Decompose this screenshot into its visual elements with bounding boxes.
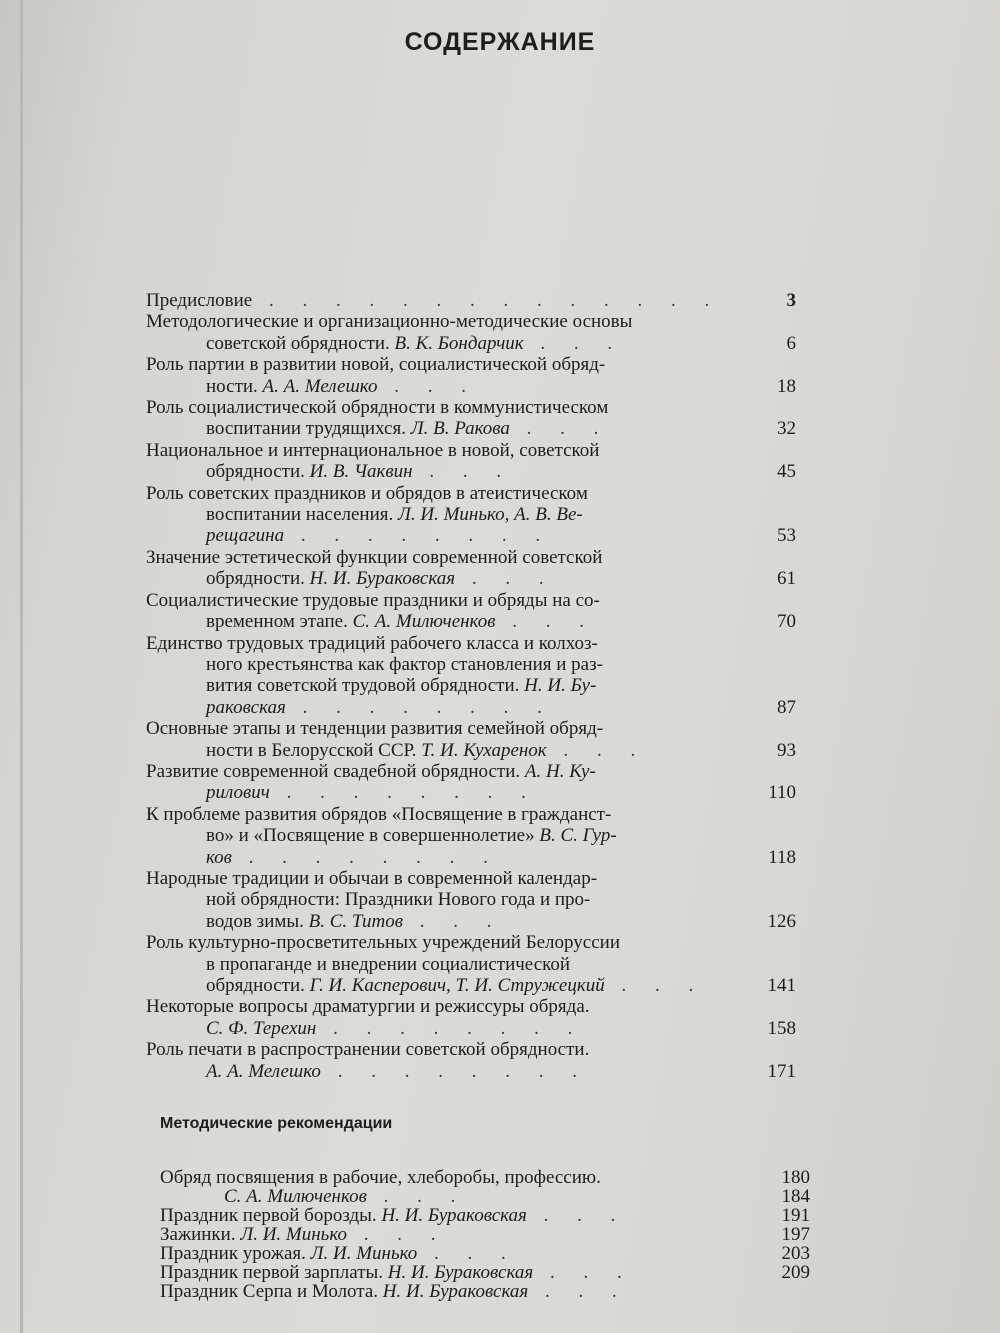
toc-entry-text: Роль партии в развитии новой, социалистической обряд- [146,354,606,376]
leader-dots: . . . [412,461,514,483]
page-title: СОДЕРЖАНИЕ [404,28,596,56]
method-entry-line [160,1263,810,1282]
toc-entry-line [146,996,806,1017]
toc-entry-author: раковская [206,696,286,718]
toc-entry-author: С. Ф. Терехин [206,1017,317,1039]
toc-entry-line [146,718,806,739]
toc-entry-text: водов зимы. [206,910,304,932]
toc-entry-line [146,504,806,525]
method-entry-line [160,1282,810,1301]
toc-entry-line [146,911,806,932]
toc-page-number: 18 [777,375,796,397]
toc-entry [146,440,806,483]
leader-dots: . . . [417,1243,518,1264]
toc-entry-line [146,932,806,953]
method-page-number: 184 [781,1186,810,1207]
leader-dots: . . . . . . . . [269,782,538,804]
method-entry [160,1187,810,1206]
toc-entry-text: советской обрядности. [206,332,390,354]
toc-entry-line [146,568,806,589]
toc-entry [146,718,806,761]
toc-entry-line [146,654,806,675]
toc-entry-text: обрядности. [206,568,305,590]
toc-entry [146,868,806,932]
toc-entry-line [146,1039,806,1060]
toc-entry-text: Некоторые вопросы драматургии и режиссуры обряда. [146,996,590,1018]
toc-entry-line [146,1061,806,1082]
page-edge [20,0,23,1333]
toc-page-number: 3 [786,290,796,311]
toc-entry-author: Т. И. Кухаренок [421,739,547,761]
method-entry-text: Праздник первой борозды. [160,1205,377,1226]
leader-dots: . . . . . . . . [285,696,554,718]
toc-entry-author: рилович [206,782,270,804]
toc-entry-author: А. А. Мелешко [262,375,378,397]
toc-entry-text: Единство трудовых традиций рабочего класса и колхоз- [146,632,598,654]
method-entry-author: Л. И. Минько [240,1224,347,1245]
toc-entry-text: К проблеме развития обрядов «Посвящение в гражданст- [146,803,612,825]
toc-entry-line [146,376,806,397]
section-heading: Методические рекомендации [160,1115,393,1132]
toc-entry-line [146,397,806,418]
toc-entry-text: Социалистические трудовые праздники и обряды на со- [146,589,600,611]
toc-entry-text: временном этапе. [206,611,348,633]
leader-dots: . . . [455,568,556,590]
toc-entry-line [146,590,806,611]
toc-entry-text: Значение эстетической функции современной советской [146,546,603,568]
leader-dots: . . . [495,611,596,633]
toc-entry-author: А. А. Мелешко [206,1060,321,1082]
method-page-number: 209 [781,1262,810,1283]
toc-entry-line [146,697,806,718]
toc-entry-line [146,525,806,546]
toc-entry-line [146,354,806,375]
toc-entry-line [146,889,806,910]
toc-entry [146,932,806,996]
toc-entry-line [146,847,806,868]
toc-entry-text: Роль социалистической обрядности в коммунистическом [146,397,609,419]
toc-entry [146,354,806,397]
toc-entry [146,483,806,547]
leader-dots: . . . [377,375,478,397]
toc-page-number: 45 [777,461,796,483]
method-entry-line [160,1206,810,1225]
toc-entry-line [146,1018,806,1039]
toc-entry-line [146,740,806,761]
toc-entry-line [146,461,806,482]
method-entry [160,1263,810,1282]
leader-dots: . . . . . . . . [316,1017,585,1039]
toc-entry-text: воспитании трудящихся. [206,418,406,440]
toc-entry-author: В. К. Бондарчик [394,332,524,354]
leader-dots: . . . [346,1224,448,1245]
leader-dots: . . . [523,332,625,354]
toc-entry-text: ности в Белорусской ССР. [206,739,417,761]
method-entry-author: Н. И. Бураковская [381,1205,527,1226]
method-entry [160,1168,810,1187]
toc-entry-text: Национальное и интернациональное в новой, советской [146,439,600,461]
toc-entry-line [146,825,806,846]
toc-entry-author: В. С. Титов [308,910,404,932]
methodical-recommendations-list [160,1168,810,1301]
toc-entry-text: ного крестьянства как фактор становления и раз- [206,653,603,675]
toc-entry-line [146,782,806,803]
toc-entry-author: В. С. Гур- [539,825,617,847]
toc-entry-text: обрядности. [206,975,305,996]
toc-entry-line [146,290,806,311]
method-entry [160,1244,810,1263]
toc-entry-text: обрядности. [206,461,305,483]
method-entry-author: Н. И. Бураковская [382,1281,529,1302]
toc-entry [146,996,806,1039]
toc-entry-text: во» и «Посвящение в совершеннолетие» [206,825,535,847]
toc-entry-text: Роль печати в распространении советской обрядности. [146,1039,590,1061]
toc-page-number: 61 [777,568,796,590]
toc-entry [146,1039,806,1082]
method-entry-line [160,1187,810,1206]
leader-dots: . . . . . . . . [320,1060,589,1082]
method-entry-line [160,1168,810,1187]
method-entry-text: Зажинки. [160,1224,236,1245]
toc-entry [146,311,806,354]
method-entry-author: С. А. Милюченков [224,1186,367,1207]
toc-entry-text: ности. [206,375,258,397]
leader-dots: . . . [546,739,648,761]
method-entry-author: Н. И. Бураковская [387,1262,534,1283]
table-of-contents [146,290,806,1082]
toc-page-number: 87 [777,696,796,718]
method-entry-text: Праздник урожая. [160,1243,306,1264]
toc-page-number: 158 [767,1017,796,1039]
toc-entry-author: Л. И. Минько, А. В. Ве- [398,504,583,526]
toc-entry-line [146,311,806,332]
toc-entry-author: С. А. Милюченков [352,611,496,633]
leader-dots: . . . [366,1186,468,1207]
method-entry [160,1206,810,1225]
toc-entry-text: Роль культурно-просветительных учреждений Белоруссии [146,932,620,954]
method-page-number: 191 [781,1205,810,1226]
toc-entry-text: вития советской трудовой обрядности. [206,675,520,697]
toc-page-number: 141 [767,974,796,996]
method-entry [160,1282,810,1301]
method-page-number: 180 [781,1167,810,1188]
toc-entry-author: И. В. Чаквин [309,461,413,483]
toc-entry [146,397,806,440]
toc-entry-line [146,483,806,504]
toc-page-number: 118 [768,846,796,868]
toc-entry-line [146,440,806,461]
toc-entry-text: Развитие современной свадебной обрядности. [146,760,521,782]
method-entry-author: Л. И. Минько [310,1243,418,1264]
method-entry-text: Обряд посвящения в рабочие, хлеборобы, профессию. [160,1167,601,1188]
toc-entry-line [146,675,806,696]
toc-entry-line [146,975,806,996]
toc-entry-text: Методологические и организационно-методические основы [146,311,633,333]
toc-page-number: 93 [777,739,796,761]
toc-entry-text: Роль советских праздников и обрядов в атеистическом [146,482,588,504]
method-page-number: 203 [781,1243,810,1264]
toc-entry [146,804,806,868]
toc-entry-line [146,333,806,354]
toc-entry-line [146,804,806,825]
leader-dots: . . . [403,910,504,932]
toc-entry [146,633,806,719]
toc-entry-text: в пропаганде и внедрении социалистической [206,953,571,975]
leader-dots: . . . [528,1281,629,1302]
toc-entry-line [146,954,806,975]
toc-entry-author: ков [206,846,232,868]
leader-dots: . . . [526,1205,628,1226]
toc-entry-text: Основные этапы и тенденции развития семейной обряд- [146,718,604,740]
toc-entry [146,761,806,804]
toc-page-number: 70 [777,611,796,633]
toc-page-number: 53 [777,525,796,547]
leader-dots: . . . . . . . . [231,846,500,868]
method-entry [160,1225,810,1244]
toc-entry-text: ной обрядности: Праздники Нового года и про- [206,889,591,911]
toc-page-number: 126 [767,910,796,932]
toc-entry [146,547,806,590]
toc-entry-author: Л. В. Ракова [410,418,510,440]
method-entry-text: Праздник первой зарплаты. [160,1262,384,1283]
leader-dots: . . . . . . . . [284,525,553,547]
toc-entry-author: Г. И. Касперович, Т. И. Стружецкий [309,975,605,996]
leader-dots: . . . [509,418,611,440]
toc-entry-line [146,633,806,654]
toc-entry-author: Н. И. Бураковская [309,568,456,590]
toc-page-number: 32 [777,418,796,440]
toc-entry-line [146,547,806,568]
method-entry-line [160,1244,810,1263]
method-entry-text: Праздник Серпа и Молота. [160,1281,379,1302]
toc-page-number: 171 [767,1060,796,1082]
toc-entry-line [146,418,806,439]
toc-page-number: 6 [786,332,796,354]
toc-entry [146,590,806,633]
method-entry-line [160,1225,810,1244]
toc-entry-author: Н. И. Бу- [524,675,597,697]
toc-page-number: 110 [768,782,796,804]
leader-dots: . . . [604,975,706,996]
toc-entry-text: Предисловие [146,290,253,311]
toc-entry [146,290,806,311]
toc-entry-line [146,611,806,632]
method-page-number: 197 [781,1224,810,1245]
toc-entry-text: Народные традиции и обычаи в современной календар- [146,867,598,889]
toc-entry-author: рещагина [206,525,285,547]
toc-entry-author: А. Н. Ку- [524,760,596,782]
toc-entry-text: воспитании населения. [206,504,394,526]
toc-entry-line [146,868,806,889]
leader-dots: . . . . . . . . . . . . . . [252,290,722,311]
toc-entry-line [146,761,806,782]
leader-dots: . . . [533,1262,634,1283]
